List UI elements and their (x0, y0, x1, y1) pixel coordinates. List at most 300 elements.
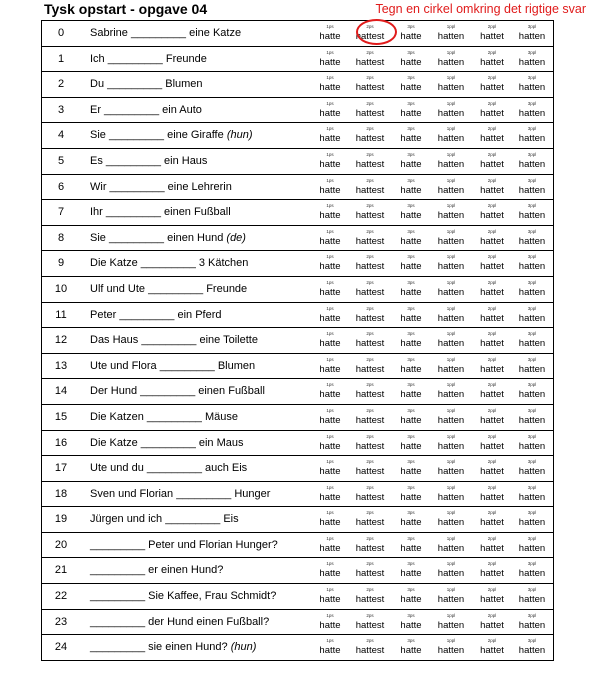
row-number: 0 (57, 27, 65, 39)
option-word: hatte (400, 312, 422, 324)
answer-option[interactable] (512, 507, 552, 532)
answer-option[interactable] (512, 584, 552, 609)
answer-option[interactable] (472, 456, 512, 481)
option-person-label: 2ppl (487, 561, 497, 567)
option-word: hatten (437, 82, 465, 94)
sentence-text: Sie _________ einen Hund (90, 231, 224, 244)
option-person-label: 2ppl (487, 459, 497, 465)
answer-option[interactable] (391, 98, 431, 123)
answer-option[interactable] (472, 584, 512, 609)
answer-option[interactable] (431, 303, 471, 328)
answer-option[interactable] (350, 175, 390, 200)
row-number: 14 (54, 385, 68, 398)
row-sentence (90, 257, 248, 269)
option-word: hatte (400, 363, 422, 375)
option-word: hatten (437, 542, 465, 554)
answer-option[interactable] (472, 558, 512, 583)
answer-option[interactable] (310, 175, 350, 200)
option-person-label: 2ps (366, 382, 374, 388)
answer-option[interactable] (391, 354, 431, 379)
option-word: hatte (400, 440, 422, 452)
answer-option[interactable] (391, 379, 431, 404)
answer-option[interactable] (472, 507, 512, 532)
answer-option[interactable] (391, 405, 431, 430)
answer-option[interactable] (472, 431, 512, 456)
answer-option[interactable] (350, 584, 390, 609)
option-word: hattet (480, 440, 504, 452)
answer-option[interactable] (310, 482, 350, 507)
answer-option[interactable] (512, 558, 552, 583)
row-sentence (90, 129, 253, 141)
option-person-label: 1ppl (446, 382, 456, 388)
option-word: hatte (319, 56, 341, 68)
answer-option[interactable] (310, 379, 350, 404)
option-word: hatten (437, 645, 465, 657)
answer-option[interactable] (512, 277, 552, 302)
option-person-label: 2ppl (487, 382, 497, 388)
row-number: 23 (54, 615, 68, 628)
answer-option[interactable] (310, 328, 350, 353)
answer-option[interactable] (431, 431, 471, 456)
option-word: hattest (355, 286, 385, 298)
option-word: hatte (400, 645, 422, 657)
option-word: hatte (319, 645, 341, 657)
row-number: 4 (57, 129, 65, 142)
answer-option[interactable] (512, 175, 552, 200)
answer-option[interactable] (512, 482, 552, 507)
option-person-label: 2ppl (487, 75, 497, 81)
sentence-text: Ihr _________ einen Fußball (90, 206, 231, 219)
answer-option[interactable] (431, 354, 471, 379)
answer-option[interactable] (350, 200, 390, 225)
table-row (42, 558, 553, 584)
answer-option[interactable] (431, 635, 471, 660)
option-word: hatten (518, 414, 546, 426)
option-word: hattest (355, 542, 385, 554)
option-person-label: 3ppl (527, 24, 537, 29)
option-person-label: 3ps (407, 305, 415, 311)
answer-option[interactable] (431, 558, 471, 583)
option-word: hatten (518, 210, 546, 222)
answer-option[interactable] (350, 558, 390, 583)
answer-option[interactable] (350, 405, 390, 430)
answer-option[interactable] (512, 533, 552, 558)
answer-options (310, 72, 553, 97)
option-person-label: 2ps (366, 203, 374, 209)
answer-option[interactable] (310, 354, 350, 379)
answer-option[interactable] (310, 226, 350, 251)
option-person-label: 1ppl (446, 75, 456, 81)
row-sentence (90, 488, 270, 500)
option-word: hattest (355, 440, 385, 452)
option-word: hatte (319, 414, 341, 426)
answer-option[interactable] (391, 303, 431, 328)
option-word: hatten (518, 542, 546, 554)
answer-option[interactable] (512, 610, 552, 635)
table-row (42, 175, 553, 201)
option-person-label: 3ppl (527, 305, 537, 311)
option-word: hatten (437, 133, 465, 145)
option-person-label: 2ppl (487, 100, 497, 106)
answer-option[interactable] (350, 72, 390, 97)
sentence-text: Die Katzen _________ Mäuse (90, 410, 238, 423)
option-word: hatte (400, 619, 422, 631)
option-word: hatte (319, 517, 341, 529)
row-number: 10 (54, 282, 68, 295)
answer-option[interactable] (391, 47, 431, 72)
answer-option[interactable] (431, 200, 471, 225)
option-person-label: 2ps (366, 459, 374, 465)
answer-option[interactable] (512, 98, 552, 123)
answer-option[interactable] (512, 635, 552, 660)
answer-option[interactable] (310, 303, 350, 328)
answer-option[interactable] (310, 200, 350, 225)
worksheet-title: Tysk opstart - opgave 04 (44, 1, 208, 17)
answer-option[interactable] (512, 379, 552, 404)
option-person-label: 1ps (326, 331, 334, 337)
option-person-label: 2ps (366, 535, 374, 541)
option-word: hattet (480, 210, 504, 222)
answer-option[interactable] (310, 533, 350, 558)
answer-option[interactable] (391, 123, 431, 148)
answer-option[interactable] (350, 277, 390, 302)
row-number: 11 (55, 308, 67, 321)
answer-option[interactable] (350, 507, 390, 532)
answer-options (310, 507, 553, 532)
answer-option[interactable] (350, 635, 390, 660)
option-person-label: 3ps (407, 24, 415, 29)
row-sentence (90, 104, 202, 116)
option-person-label: 1ps (326, 510, 334, 516)
answer-options (310, 482, 553, 507)
answer-option[interactable] (472, 21, 512, 46)
option-person-label: 2ppl (487, 638, 497, 644)
answer-option[interactable] (431, 533, 471, 558)
answer-option[interactable] (310, 251, 350, 276)
answer-option[interactable] (512, 354, 552, 379)
answer-option[interactable] (350, 47, 390, 72)
answer-option[interactable] (472, 328, 512, 353)
option-person-label: 3ps (407, 177, 415, 183)
sentence-text: Du _________ Blumen (90, 78, 203, 91)
option-person-label: 1ps (326, 433, 334, 439)
answer-options (310, 277, 553, 302)
answer-option[interactable] (350, 482, 390, 507)
row-sentence (90, 462, 247, 474)
answer-option[interactable] (472, 98, 512, 123)
option-person-label: 3ppl (527, 49, 537, 55)
answer-option[interactable] (310, 507, 350, 532)
answer-option[interactable] (350, 456, 390, 481)
option-word: hatten (437, 235, 465, 247)
option-word: hatten (437, 286, 465, 298)
option-word: hatten (518, 82, 546, 94)
row-number: 1 (57, 52, 65, 65)
answer-option[interactable] (472, 482, 512, 507)
option-word: hattest (355, 312, 385, 324)
row-sentence (90, 78, 203, 90)
answer-option[interactable] (391, 21, 431, 46)
option-person-label: 1ps (326, 612, 334, 618)
option-word: hatten (518, 517, 546, 529)
option-person-label: 3ppl (527, 382, 537, 388)
answer-option[interactable] (512, 149, 552, 174)
answer-option[interactable] (310, 558, 350, 583)
option-person-label: 3ppl (527, 228, 537, 234)
option-person-label: 1ppl (446, 254, 456, 260)
answer-option[interactable] (472, 251, 512, 276)
row-sentence (90, 155, 207, 167)
answer-option[interactable] (391, 610, 431, 635)
answer-option[interactable] (310, 47, 350, 72)
answer-option[interactable] (391, 251, 431, 276)
answer-option[interactable] (512, 226, 552, 251)
answer-option[interactable] (391, 635, 431, 660)
answer-option[interactable] (431, 405, 471, 430)
option-person-label: 3ppl (527, 433, 537, 439)
option-word: hatten (437, 414, 465, 426)
answer-option[interactable] (512, 123, 552, 148)
option-person-label: 3ppl (527, 356, 537, 362)
answer-option[interactable] (431, 277, 471, 302)
answer-option[interactable] (431, 149, 471, 174)
answer-option[interactable] (472, 610, 512, 635)
option-person-label: 3ppl (527, 331, 537, 337)
answer-option[interactable] (391, 558, 431, 583)
answer-option[interactable] (472, 226, 512, 251)
answer-option[interactable] (391, 200, 431, 225)
option-person-label: 3ppl (527, 510, 537, 516)
answer-option[interactable] (310, 21, 350, 46)
answer-option[interactable] (472, 277, 512, 302)
answer-option[interactable] (431, 584, 471, 609)
option-person-label: 2ps (366, 407, 374, 413)
row-number: 9 (57, 257, 65, 270)
answer-option[interactable] (512, 251, 552, 276)
option-person-label: 3ppl (527, 254, 537, 260)
row-number: 15 (54, 410, 68, 423)
answer-option[interactable] (310, 635, 350, 660)
answer-option[interactable] (472, 72, 512, 97)
answer-option[interactable] (350, 610, 390, 635)
option-person-label: 1ppl (446, 638, 456, 644)
answer-option[interactable] (310, 149, 350, 174)
answer-option[interactable] (512, 72, 552, 97)
option-person-label: 2ps (366, 75, 374, 81)
answer-option[interactable] (350, 123, 390, 148)
option-word: hatten (518, 312, 546, 324)
answer-option[interactable] (431, 21, 471, 46)
answer-option[interactable] (431, 482, 471, 507)
answer-option[interactable] (310, 610, 350, 635)
answer-option[interactable] (391, 277, 431, 302)
option-word: hattest (355, 184, 385, 196)
option-word: hattest (355, 107, 385, 119)
answer-option[interactable] (431, 175, 471, 200)
answer-option[interactable] (472, 533, 512, 558)
instruction-text: Tegn en cirkel omkring det rigtige svar (375, 2, 586, 16)
answer-option[interactable] (431, 610, 471, 635)
answer-option[interactable] (472, 123, 512, 148)
option-word: hattest (355, 363, 385, 375)
option-word: hatten (437, 107, 465, 119)
table-row (42, 533, 553, 559)
option-word: hatte (400, 414, 422, 426)
sentence-note: (hun) (226, 129, 253, 142)
option-word: hatte (400, 158, 422, 170)
answer-option[interactable] (350, 251, 390, 276)
answer-option[interactable] (472, 303, 512, 328)
answer-option[interactable] (350, 533, 390, 558)
row-sentence (90, 513, 239, 525)
answer-option[interactable] (431, 72, 471, 97)
table-row (42, 431, 553, 457)
answer-option[interactable] (512, 456, 552, 481)
answer-option[interactable] (310, 72, 350, 97)
option-person-label: 1ppl (446, 561, 456, 567)
answer-option[interactable] (431, 98, 471, 123)
option-person-label: 1ps (326, 535, 334, 541)
answer-option[interactable] (512, 303, 552, 328)
answer-option[interactable] (350, 431, 390, 456)
answer-options (310, 431, 553, 456)
option-person-label: 1ps (326, 100, 334, 106)
option-word: hattest (355, 491, 385, 503)
answer-option[interactable] (472, 354, 512, 379)
answer-option[interactable] (472, 200, 512, 225)
option-person-label: 3ppl (527, 126, 537, 132)
answer-option[interactable] (391, 175, 431, 200)
option-person-label: 1ppl (446, 24, 456, 29)
option-person-label: 2ppl (487, 203, 497, 209)
option-person-label: 3ps (407, 638, 415, 644)
option-word: hatte (319, 594, 341, 606)
answer-option[interactable] (472, 47, 512, 72)
option-person-label: 2ppl (487, 612, 497, 618)
option-person-label: 1ppl (446, 100, 456, 106)
answer-option[interactable] (431, 379, 471, 404)
answer-option[interactable] (350, 328, 390, 353)
row-number: 8 (57, 231, 65, 244)
answer-option[interactable] (472, 405, 512, 430)
option-word: hatten (437, 31, 465, 42)
answer-option[interactable] (431, 456, 471, 481)
option-person-label: 3ps (407, 228, 415, 234)
option-word: hattet (480, 542, 504, 554)
option-word: hattest (355, 261, 385, 273)
option-person-label: 3ppl (527, 151, 537, 157)
answer-option[interactable] (391, 482, 431, 507)
option-person-label: 2ps (366, 100, 374, 106)
option-person-label: 3ps (407, 100, 415, 106)
answer-option[interactable] (391, 584, 431, 609)
option-word: hattet (480, 133, 504, 145)
option-person-label: 3ps (407, 484, 415, 490)
row-number: 3 (57, 103, 65, 116)
option-person-label: 1ps (326, 254, 334, 260)
option-word: hatten (437, 312, 465, 324)
answer-option[interactable] (391, 72, 431, 97)
option-word: hatte (319, 82, 341, 94)
sentence-text: Sabrine _________ eine Katze (90, 27, 242, 39)
answer-options (310, 405, 553, 430)
option-person-label: 3ppl (527, 407, 537, 413)
answer-option[interactable] (350, 379, 390, 404)
answer-option[interactable] (431, 47, 471, 72)
answer-option[interactable] (310, 277, 350, 302)
answer-option[interactable] (472, 635, 512, 660)
sentence-text: Das Haus _________ eine Toilette (90, 334, 258, 347)
option-person-label: 3ps (407, 75, 415, 81)
answer-option[interactable] (472, 379, 512, 404)
answer-option[interactable] (310, 584, 350, 609)
option-person-label: 3ps (407, 612, 415, 618)
answer-option[interactable] (350, 303, 390, 328)
answer-option[interactable] (431, 226, 471, 251)
answer-option[interactable] (472, 175, 512, 200)
answer-option[interactable] (431, 251, 471, 276)
option-person-label: 3ppl (527, 279, 537, 285)
option-person-label: 1ps (326, 75, 334, 81)
sentence-text: Ulf und Ute _________ Freunde (90, 282, 248, 295)
option-word: hattet (480, 338, 504, 350)
answer-option[interactable] (310, 405, 350, 430)
table-row (42, 507, 553, 533)
answer-option[interactable] (310, 123, 350, 148)
option-word: hattet (480, 363, 504, 375)
answer-option[interactable] (391, 226, 431, 251)
answer-option[interactable] (512, 328, 552, 353)
answer-option[interactable] (350, 98, 390, 123)
option-person-label: 2ppl (487, 510, 497, 516)
answer-option[interactable] (391, 149, 431, 174)
option-person-label: 2ppl (487, 331, 497, 337)
answer-option[interactable] (512, 405, 552, 430)
option-word: hattet (480, 31, 504, 42)
answer-option[interactable] (431, 123, 471, 148)
answer-option[interactable] (310, 456, 350, 481)
option-word: hattest (355, 82, 385, 94)
answer-option[interactable] (431, 328, 471, 353)
answer-options (310, 303, 553, 328)
row-sentence (90, 27, 241, 39)
option-word: hatten (518, 235, 546, 247)
table-row (42, 635, 553, 661)
answer-option[interactable] (391, 328, 431, 353)
answer-option[interactable] (512, 21, 552, 46)
answer-option[interactable] (350, 226, 390, 251)
answer-option[interactable] (350, 149, 390, 174)
answer-option[interactable] (512, 200, 552, 225)
answer-option[interactable] (350, 354, 390, 379)
option-word: hatte (319, 31, 341, 42)
answer-option[interactable] (391, 507, 431, 532)
answer-option[interactable] (391, 533, 431, 558)
row-number: 2 (57, 78, 65, 91)
answer-option[interactable] (391, 456, 431, 481)
option-word: hatten (437, 517, 465, 529)
answer-option[interactable] (512, 47, 552, 72)
answer-option[interactable] (431, 507, 471, 532)
answer-option[interactable] (391, 431, 431, 456)
sentence-text: Der Hund _________ einen Fußball (90, 385, 265, 398)
option-person-label: 2ppl (487, 151, 497, 157)
option-person-label: 1ppl (446, 177, 456, 183)
answer-option[interactable] (310, 431, 350, 456)
answer-option[interactable] (512, 431, 552, 456)
answer-option[interactable] (472, 149, 512, 174)
answer-option[interactable] (310, 98, 350, 123)
